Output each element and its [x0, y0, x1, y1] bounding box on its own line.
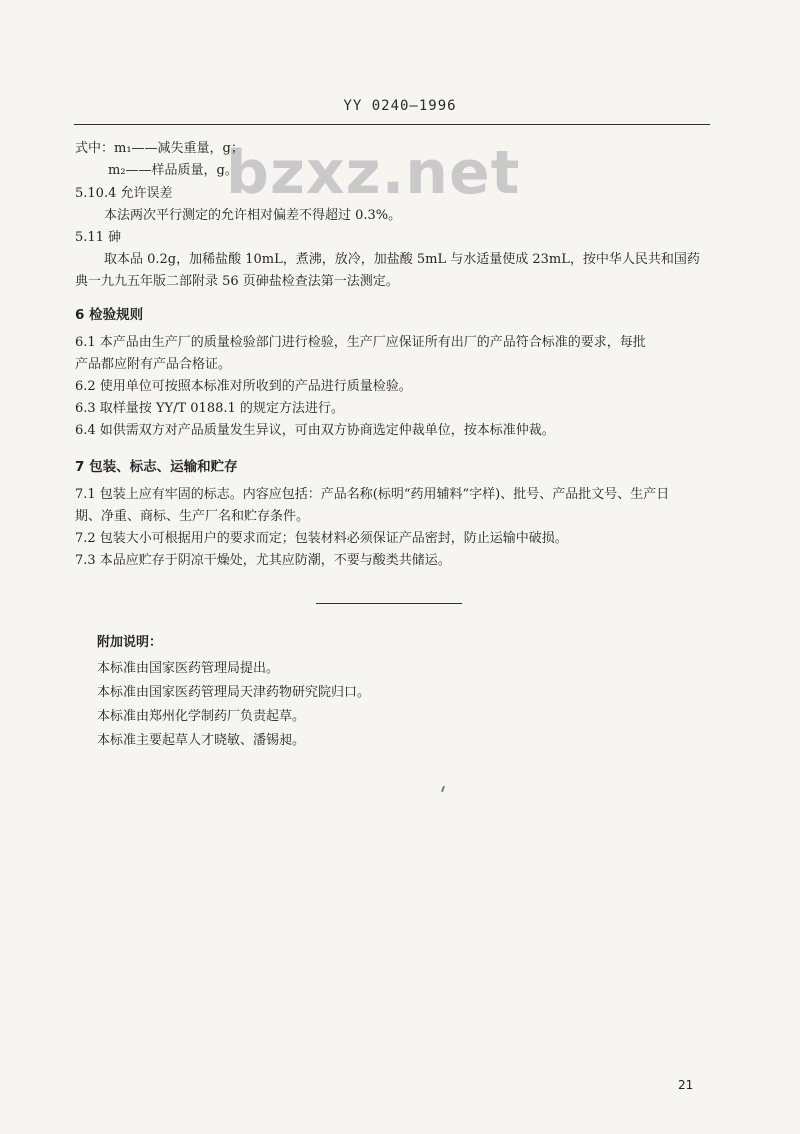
page-number: 21: [678, 1078, 694, 1092]
section-6-3: 6.3 取样量按 YY/T 0188.1 的规定方法进行。: [75, 401, 344, 416]
section-5-11-text-2: 典一九九五年版二部附录 56 页砷盐检查法第一法测定。: [75, 274, 399, 289]
section-5-10-4-text: 本法两次平行测定的允许相对偏差不得超过 0.3%。: [104, 208, 402, 223]
section-7-1-line-1: 7.1 包装上应有牢固的标志。内容应包括：产品名称(标明“药用辅料”字样)、批号、产品批文号、生产日: [75, 487, 670, 502]
standard-code-header: YY 0240—1996: [343, 98, 457, 114]
section-5-11-text-1: 取本品 0.2g，加稀盐酸 10mL，煮沸，放冷，加盐酸 5mL 与水适量使成 23mL，按中华人民共和国药: [104, 252, 700, 267]
section-6-1-line-2: 产品都应附有产品合格证。: [75, 357, 232, 372]
section-6-4: 6.4 如供需双方对产品质量发生异议，可由双方协商选定仲裁单位，按本标准仲裁。: [75, 423, 555, 438]
section-7-2: 7.2 包装大小可根据用户的要求而定；包装材料必须保证产品密封，防止运输中破损。: [75, 531, 568, 546]
section-6-heading: 6 检验规则: [75, 307, 144, 323]
formula-line-2: m₂——样品质量，g。: [108, 163, 238, 178]
section-6-1-line-1: 6.1 本产品由生产厂的质量检验部门进行检验，生产厂应保证所有出厂的产品符合标准的要求，每批: [75, 335, 646, 350]
end-of-text-rule: [316, 603, 462, 604]
section-7-heading: 7 包装、标志、运输和贮存: [75, 459, 238, 475]
section-7-3: 7.3 本品应贮存于阴凉干燥处，尤其应防潮，不要与酸类共储运。: [75, 553, 451, 568]
header-rule: [74, 124, 710, 125]
formula-line-1: 式中：m₁——减失重量，g；: [75, 141, 244, 156]
section-7-1-line-2: 期、净重、商标、生产厂名和贮存条件。: [75, 509, 310, 524]
section-6-2: 6.2 使用单位可按照本标准对所收到的产品进行质量检验。: [75, 379, 412, 394]
note-line-2: 本标准由国家医药管理局天津药物研究院归口。: [97, 685, 371, 700]
watermark: bzxz.net: [226, 138, 521, 208]
note-line-4: 本标准主要起草人才晓敏、潘锡昶。: [97, 733, 306, 748]
section-5-10-4-heading: 5.10.4 允许误差: [75, 186, 173, 201]
section-5-11-heading: 5.11 砷: [75, 230, 122, 245]
scan-speck: [441, 786, 445, 792]
note-line-1: 本标准由国家医药管理局提出。: [97, 661, 280, 676]
notes-heading: 附加说明：: [97, 635, 163, 650]
note-line-3: 本标准由郑州化学制药厂负责起草。: [97, 709, 306, 724]
